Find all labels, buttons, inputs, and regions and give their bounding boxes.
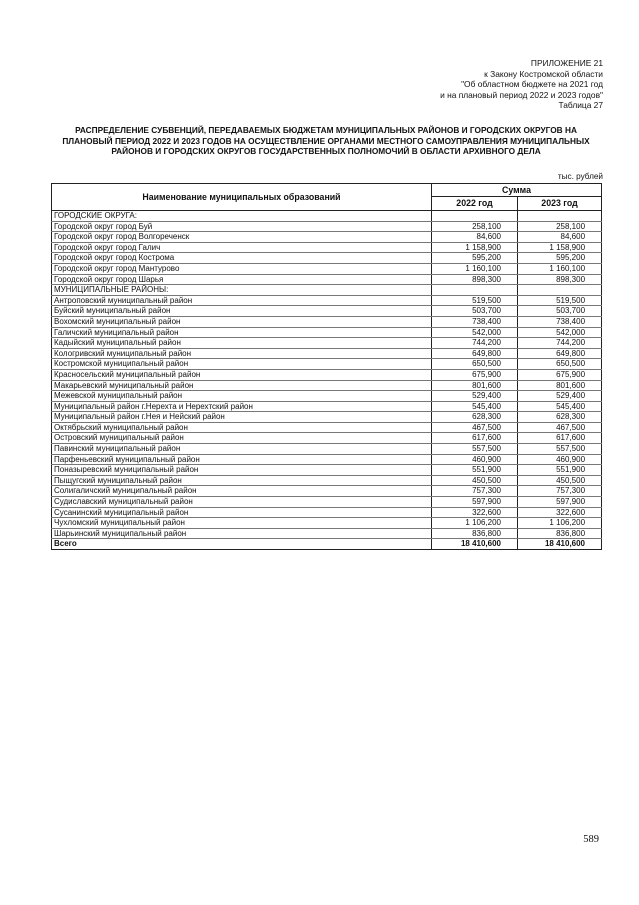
table-row: [52, 221, 602, 232]
table-row: [52, 454, 602, 465]
table-row: [52, 253, 602, 264]
annex-line: Таблица 27: [558, 100, 603, 111]
municipality-name: МУНИЦИПАЛЬНЫЕ РАЙОНЫ:: [52, 285, 432, 296]
column-header-sum: Сумма: [432, 184, 602, 197]
amount-2023: 617,600: [518, 433, 602, 444]
amount-2022: 801,600: [432, 380, 518, 391]
municipality-name: Галичский муниципальный район: [52, 327, 432, 338]
amount-2023: 1 160,100: [518, 263, 602, 274]
amount-2023: 467,500: [518, 422, 602, 433]
table-row: [52, 295, 602, 306]
amount-2022: [432, 285, 518, 296]
amount-2023: 557,500: [518, 444, 602, 455]
municipality-name: Красносельский муниципальный район: [52, 369, 432, 380]
table-row: [52, 391, 602, 402]
amount-2022: 738,400: [432, 316, 518, 327]
amount-2023: 898,300: [518, 274, 602, 285]
total-2023: 18 410,600: [518, 539, 602, 550]
amount-2022: 542,000: [432, 327, 518, 338]
page-number: 589: [583, 834, 599, 845]
amount-2023: 542,000: [518, 327, 602, 338]
table-row: [52, 285, 602, 296]
municipality-name: Городской округ город Кострома: [52, 253, 432, 264]
amount-2022: 322,600: [432, 507, 518, 518]
column-header-name: Наименование муниципальных образований: [52, 184, 432, 211]
amount-2022: 836,800: [432, 528, 518, 539]
amount-2022: 595,200: [432, 253, 518, 264]
amount-2023: 545,400: [518, 401, 602, 412]
municipality-name: Парфеньевский муниципальный район: [52, 454, 432, 465]
table-row: [52, 497, 602, 508]
table-row: [52, 507, 602, 518]
column-header-2023: 2023 год: [518, 196, 602, 210]
amount-2022: 628,300: [432, 412, 518, 423]
document-title: РАСПРЕДЕЛЕНИЕ СУБВЕНЦИЙ, ПЕРЕДАВАЕМЫХ БЮДЖЕТАМ МУНИЦИПАЛЬНЫХ РАЙОНОВ И ГОРОДСКИХ ОКРУГОВ НА ПЛАНОВЫЙ ПЕРИОД 2022 И 2023 ГОДОВ НА ОСУЩЕСТВЛЕНИЕ ОРГАНАМИ МЕСТНОГО САМОУПРАВЛЕНИЯ МУНИЦИПАЛЬНЫХ РАЙОНОВ И ГОРОДСКИХ ОКРУГОВ ГОСУДАРСТВЕННЫХ ПОЛНОМОЧИЙ В ОБЛАСТИ АРХИВНОГО ДЕЛА: [62, 125, 590, 156]
amount-2023: 597,900: [518, 497, 602, 508]
municipality-name: Межевской муниципальный район: [52, 391, 432, 402]
amount-2023: 738,400: [518, 316, 602, 327]
table-body: [52, 211, 602, 539]
total-2022: 18 410,600: [432, 539, 518, 550]
municipality-name: Городской округ город Мантурово: [52, 263, 432, 274]
amount-2022: 467,500: [432, 422, 518, 433]
amount-2023: [518, 285, 602, 296]
annex-line: и на плановый период 2022 и 2023 годов": [440, 89, 603, 100]
municipality-name: Шарьинский муниципальный район: [52, 528, 432, 539]
municipality-name: Вохомский муниципальный район: [52, 316, 432, 327]
table-row: [52, 486, 602, 497]
table-row: [52, 348, 602, 359]
municipality-name: Павинский муниципальный район: [52, 444, 432, 455]
municipality-name: Городской округ город Шарья: [52, 274, 432, 285]
column-header-2022: 2022 год: [432, 196, 518, 210]
table-row: [52, 528, 602, 539]
amount-2023: 650,500: [518, 359, 602, 370]
municipality-name: Городской округ город Галич: [52, 242, 432, 253]
amount-2023: 503,700: [518, 306, 602, 317]
amount-2022: 545,400: [432, 401, 518, 412]
municipality-name: Судиславский муниципальный район: [52, 497, 432, 508]
amount-2023: 1 158,900: [518, 242, 602, 253]
amount-2022: 649,800: [432, 348, 518, 359]
annex-line: к Закону Костромской области: [484, 68, 603, 79]
municipality-name: Макарьевский муниципальный район: [52, 380, 432, 391]
amount-2022: 1 160,100: [432, 263, 518, 274]
municipality-name: Пыщугский муниципальный район: [52, 475, 432, 486]
amount-2023: 744,200: [518, 338, 602, 349]
amount-2023: 322,600: [518, 507, 602, 518]
municipality-name: Чухломский муниципальный район: [52, 518, 432, 529]
table-row: [52, 211, 602, 222]
municipality-name: Кологривский муниципальный район: [52, 348, 432, 359]
table-row: [52, 422, 602, 433]
amount-2023: 801,600: [518, 380, 602, 391]
table-row: [52, 380, 602, 391]
table-row: [52, 306, 602, 317]
amount-2023: 757,300: [518, 486, 602, 497]
units-label: тыс. рублей: [557, 172, 603, 181]
municipality-name: Солигаличский муниципальный район: [52, 486, 432, 497]
amount-2022: 460,900: [432, 454, 518, 465]
amount-2022: [432, 211, 518, 222]
table-row: [52, 465, 602, 476]
table-row: [52, 263, 602, 274]
amount-2023: 460,900: [518, 454, 602, 465]
amount-2023: 519,500: [518, 295, 602, 306]
table-row: [52, 338, 602, 349]
table-row: [52, 433, 602, 444]
amount-2022: 503,700: [432, 306, 518, 317]
amount-2023: 1 106,200: [518, 518, 602, 529]
table-row: [52, 359, 602, 370]
annex-header: [440, 58, 603, 111]
municipality-name: Сусанинский муниципальный район: [52, 507, 432, 518]
amount-2022: 450,500: [432, 475, 518, 486]
amount-2022: 675,900: [432, 369, 518, 380]
municipality-name: Буйский муниципальный район: [52, 306, 432, 317]
municipality-name: Поназыревский муниципальный район: [52, 465, 432, 476]
amount-2022: 757,300: [432, 486, 518, 497]
table-row: [52, 242, 602, 253]
amount-2022: 898,300: [432, 274, 518, 285]
amount-2022: 617,600: [432, 433, 518, 444]
amount-2022: 557,500: [432, 444, 518, 455]
amount-2022: 519,500: [432, 295, 518, 306]
table-row: [52, 327, 602, 338]
amount-2022: 529,400: [432, 391, 518, 402]
municipality-name: ГОРОДСКИЕ ОКРУГА:: [52, 211, 432, 222]
amount-2022: 597,900: [432, 497, 518, 508]
amount-2023: 628,300: [518, 412, 602, 423]
municipality-name: Костромской муниципальный район: [52, 359, 432, 370]
amount-2022: 258,100: [432, 221, 518, 232]
table-row: [52, 475, 602, 486]
amount-2022: 84,600: [432, 232, 518, 243]
municipality-name: Городской округ город Буй: [52, 221, 432, 232]
table-row: [52, 444, 602, 455]
table-row: [52, 412, 602, 423]
municipality-name: Муниципальный район г.Нея и Нейский район: [52, 412, 432, 423]
amount-2022: 551,900: [432, 465, 518, 476]
amount-2023: 258,100: [518, 221, 602, 232]
amount-2023: 84,600: [518, 232, 602, 243]
table-row: [52, 518, 602, 529]
amount-2023: 595,200: [518, 253, 602, 264]
amount-2023: 649,800: [518, 348, 602, 359]
amount-2022: 650,500: [432, 359, 518, 370]
municipality-name: Островский муниципальный район: [52, 433, 432, 444]
municipality-name: Городской округ город Волгореченск: [52, 232, 432, 243]
table-row: [52, 274, 602, 285]
amount-2023: 675,900: [518, 369, 602, 380]
amount-2023: 450,500: [518, 475, 602, 486]
municipality-name: Октябрьский муниципальный район: [52, 422, 432, 433]
municipality-name: Муниципальный район г.Нерехта и Нерехтский район: [52, 401, 432, 412]
municipality-name: Кадыйский муниципальный район: [52, 338, 432, 349]
amount-2022: 1 106,200: [432, 518, 518, 529]
total-row: [52, 539, 602, 550]
total-label: Всего: [52, 539, 432, 550]
table-row: [52, 401, 602, 412]
amount-2023: 551,900: [518, 465, 602, 476]
annex-line: ПРИЛОЖЕНИЕ 21: [530, 58, 603, 68]
subventions-table: [51, 183, 602, 550]
municipality-name: Антроповский муниципальный район: [52, 295, 432, 306]
amount-2023: [518, 211, 602, 222]
table-row: [52, 316, 602, 327]
amount-2023: 529,400: [518, 391, 602, 402]
amount-2023: 836,800: [518, 528, 602, 539]
amount-2022: 1 158,900: [432, 242, 518, 253]
annex-line: "Об областном бюджете на 2021 год: [461, 79, 603, 90]
table-row: [52, 369, 602, 380]
amount-2022: 744,200: [432, 338, 518, 349]
table-row: [52, 232, 602, 243]
